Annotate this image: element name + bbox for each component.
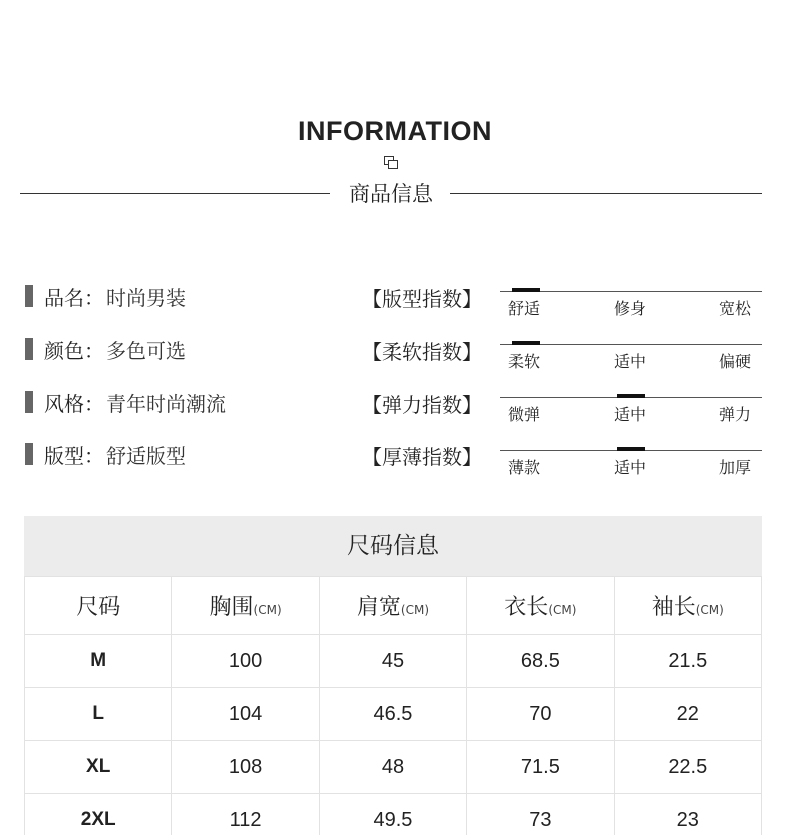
attribute-bullet: [25, 443, 33, 465]
scale-option: 适中: [614, 352, 647, 371]
size-table-header-row: [25, 577, 762, 635]
attribute-bullet: [25, 338, 33, 360]
scale-marker: [617, 394, 645, 398]
table-cell: 48: [319, 741, 466, 794]
column-header-shoulder: 肩宽(CM): [319, 577, 466, 635]
table-cell: 70: [467, 688, 614, 741]
index-label-elasticity: 【弹力指数】: [362, 393, 482, 417]
scale-option: 适中: [614, 405, 647, 424]
unit-label: (CM): [253, 603, 282, 617]
table-cell: 68.5: [467, 635, 614, 688]
table-cell: XL: [25, 741, 172, 794]
table-cell: 45: [319, 635, 466, 688]
scale-option: 舒适: [508, 299, 541, 318]
scale-option: 偏硬: [719, 352, 752, 371]
table-row: [25, 635, 762, 688]
attribute-key: 风格：: [44, 391, 104, 416]
table-cell: 108: [172, 741, 319, 794]
column-header-length: 衣长(CM): [467, 577, 614, 635]
table-row: [25, 794, 762, 835]
size-section: [24, 516, 762, 835]
scale-option: 宽松: [719, 299, 752, 318]
scale-option: 修身: [614, 299, 647, 318]
info-title: INFORMATION: [298, 116, 492, 146]
scale-option: 薄款: [508, 458, 541, 477]
column-header-size: 尺码: [25, 577, 172, 635]
index-label-softness: 【柔软指数】: [362, 340, 482, 364]
table-cell: 104: [172, 688, 319, 741]
size-table: [24, 576, 762, 835]
table-row: [25, 741, 762, 794]
attribute-value: 舒适版型: [106, 443, 186, 468]
table-cell: 21.5: [614, 635, 761, 688]
subtitle-row: [20, 176, 762, 206]
attribute-row-fit: [25, 441, 186, 467]
attribute-key: 品名：: [44, 285, 104, 310]
scale-option: 弹力: [719, 405, 752, 424]
index-scale-softness: [500, 340, 762, 371]
table-cell: 49.5: [319, 794, 466, 835]
column-header-sleeve: 袖长(CM): [614, 577, 761, 635]
attribute-row-style: [25, 389, 226, 415]
attribute-value: 青年时尚潮流: [106, 391, 226, 416]
scale-option: 适中: [614, 458, 647, 477]
attribute-row-color: [25, 336, 186, 362]
table-cell: 23: [614, 794, 761, 835]
attribute-value: 多色可选: [106, 338, 186, 363]
scale-marker: [512, 341, 540, 345]
scale-marker: [512, 288, 540, 292]
table-cell: 22.5: [614, 741, 761, 794]
table-row: [25, 688, 762, 741]
overlapping-squares-icon: [384, 156, 398, 169]
table-cell: 22: [614, 688, 761, 741]
scale-option: 加厚: [719, 458, 752, 477]
index-scale-thickness: [500, 446, 762, 477]
attribute-key: 版型：: [44, 443, 104, 468]
index-label-fit: 【版型指数】: [362, 287, 482, 311]
scale-option: 柔软: [508, 352, 541, 371]
table-cell: 71.5: [467, 741, 614, 794]
attribute-value: 时尚男装: [106, 285, 186, 310]
index-label-thickness: 【厚薄指数】: [362, 445, 482, 469]
table-cell: M: [25, 635, 172, 688]
index-scale-fit: [500, 287, 762, 318]
divider-right: [450, 193, 762, 194]
unit-label: (CM): [400, 603, 430, 617]
table-cell: 2XL: [25, 794, 172, 835]
table-cell: 100: [172, 635, 319, 688]
unit-label: (CM): [548, 603, 577, 617]
table-cell: L: [25, 688, 172, 741]
table-cell: 73: [467, 794, 614, 835]
attribute-row-name: [25, 283, 186, 309]
size-table-title: 尺码信息: [24, 516, 762, 576]
column-header-chest: 胸围(CM): [172, 577, 319, 635]
attribute-bullet: [25, 285, 33, 307]
scale-marker: [617, 447, 645, 451]
table-cell: 46.5: [319, 688, 466, 741]
attribute-bullet: [25, 391, 33, 413]
attribute-key: 颜色：: [44, 338, 104, 363]
unit-label: (CM): [695, 603, 724, 617]
index-scale-elasticity: [500, 393, 762, 424]
subtitle: 商品信息: [349, 182, 433, 206]
table-cell: 112: [172, 794, 319, 835]
scale-option: 微弹: [508, 405, 541, 424]
